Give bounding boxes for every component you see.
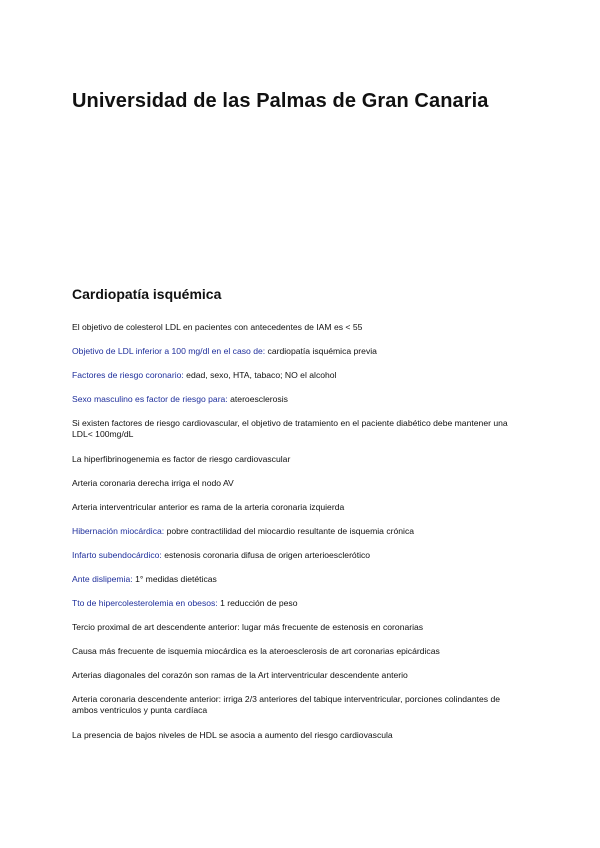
item-text: El objetivo de colesterol LDL en pacientes con antecedentes de IAM es < 55 bbox=[72, 322, 363, 332]
list-item bbox=[72, 502, 528, 513]
list-item bbox=[72, 322, 528, 333]
item-text: edad, sexo, HTA, tabaco; NO el alcohol bbox=[186, 370, 337, 380]
item-text: La presencia de bajos niveles de HDL se asocia a aumento del riesgo cardiovascula bbox=[72, 730, 393, 740]
list-item bbox=[72, 550, 528, 561]
university-title: Universidad de las Palmas de Gran Canaria bbox=[72, 90, 489, 112]
list-item bbox=[72, 454, 528, 465]
item-label: Hibernación miocárdica: bbox=[72, 526, 167, 536]
item-text: estenosis coronaria difusa de origen arterioesclerótico bbox=[164, 550, 371, 560]
list-item bbox=[72, 526, 528, 537]
list-item bbox=[72, 370, 528, 381]
item-text: Causa más frecuente de isquemia miocárdica es la ateroesclerosis de art coronarias epicárdicas bbox=[72, 646, 440, 656]
list-item bbox=[72, 418, 528, 440]
item-text: Arterias diagonales del corazón son ramas de la Art interventricular descendente anterio bbox=[72, 670, 408, 680]
item-text: La hiperfibrinogenemia es factor de riesgo cardiovascular bbox=[72, 454, 291, 464]
item-text: 1° medidas dietéticas bbox=[135, 574, 217, 584]
section-title: Cardiopatía isquémica bbox=[72, 286, 222, 302]
item-text: Si existen factores de riesgo cardiovascular, el objetivo de tratamiento en el paciente diabético debe mantener una LDL< 100mg/dL bbox=[72, 418, 508, 439]
item-label: Infarto subendocárdico: bbox=[72, 550, 165, 560]
list-item bbox=[72, 622, 528, 633]
list-item bbox=[72, 478, 528, 489]
item-text: pobre contractilidad del miocardio resultante de isquemia crónica bbox=[166, 526, 415, 536]
item-text: Tercio proximal de art descendente anterior: lugar más frecuente de estenosis en coronarias bbox=[72, 622, 424, 632]
list-item bbox=[72, 694, 528, 716]
list-item bbox=[72, 394, 528, 405]
item-text: ateroesclerosis bbox=[230, 394, 288, 404]
item-label: Tto de hipercolesterolemia en obesos: bbox=[72, 598, 221, 608]
item-text: Arteria coronaria derecha irriga el nodo AV bbox=[72, 478, 234, 488]
list-item bbox=[72, 346, 528, 357]
list-item bbox=[72, 646, 528, 657]
item-text: Arteria coronaria descendente anterior: irriga 2/3 anteriores del tabique interventricular, porciones colindantes de ambos ventriculos y punta cardíaca bbox=[72, 694, 501, 715]
list-item bbox=[72, 598, 528, 609]
item-label: Sexo masculino es factor de riesgo para: bbox=[72, 394, 231, 404]
item-label: Factores de riesgo coronario: bbox=[72, 370, 187, 380]
list-item bbox=[72, 730, 528, 741]
item-label: Ante dislipemia: bbox=[72, 574, 136, 584]
item-label: Objetivo de LDL inferior a 100 mg/dl en el caso de: bbox=[72, 346, 268, 356]
list-item bbox=[72, 574, 528, 585]
item-text: Arteria interventricular anterior es rama de la arteria coronaria izquierda bbox=[72, 502, 345, 512]
list-item bbox=[72, 670, 528, 681]
item-text: 1 reducción de peso bbox=[220, 598, 298, 608]
item-text: cardiopatía isquémica previa bbox=[267, 346, 377, 356]
